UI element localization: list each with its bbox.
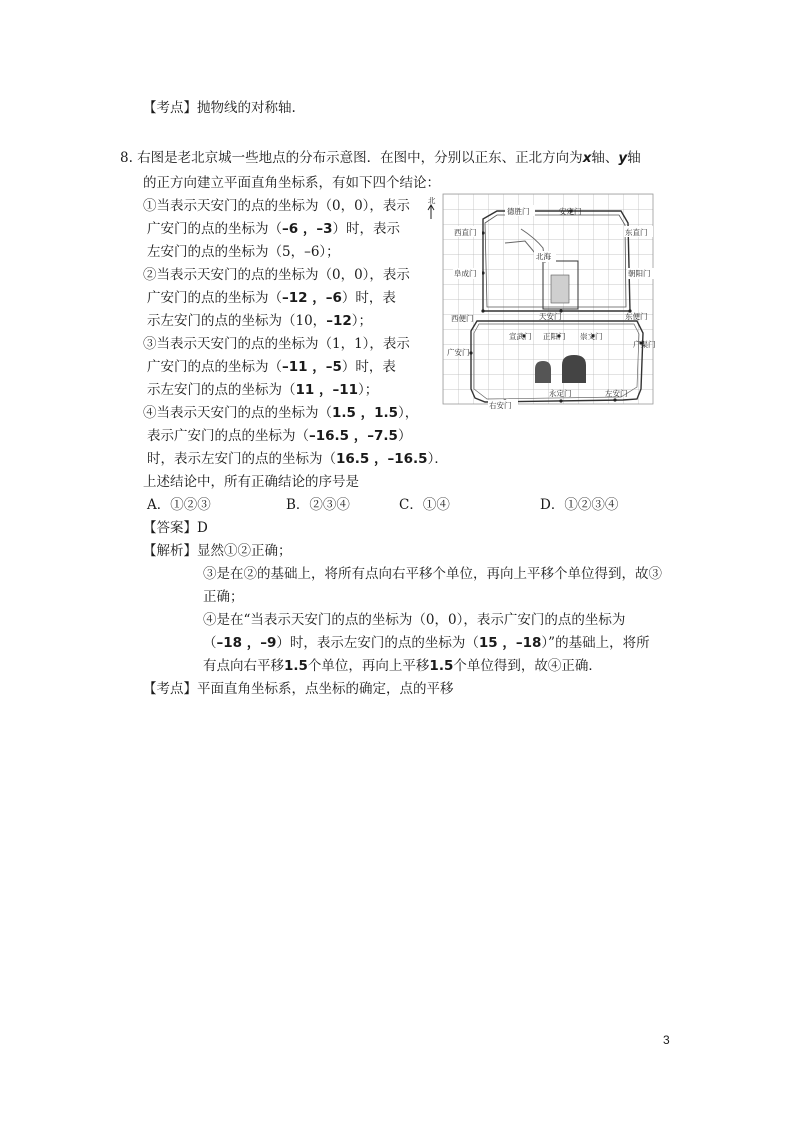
text: 显然①②正确； [197,543,292,559]
option-a: A．①②③ [147,497,211,513]
conclusion-2-line2 [147,286,396,306]
label-yongdingmen: 永定门 [549,389,572,398]
label-dongbianmen: 东便门 [625,312,648,321]
coordinate-value: 1.5 ，1.5 [332,405,399,421]
kaodian-tag: 【考点】 [143,681,197,697]
analysis-line4: ④是在“当表示天安门的点的坐标为（0，0），表示广安门的点的坐标为 [203,612,626,628]
prev-kaodian-tag: 【考点】 [143,100,197,116]
label-chaoyangmen: 朝阳门 [628,269,651,278]
text: ）． [427,451,448,467]
forbidden-city [551,275,569,303]
text: 示左安门的点的坐标为（10， [147,313,327,329]
north-arrow-icon [428,205,434,219]
answer [143,516,208,536]
label-andingmen: 安定门 [559,207,582,216]
coordinate-value: 11 ，–11 [295,382,359,398]
text: ）时，表示左安门的点的坐标为（ [276,635,479,651]
label-deshengmen: 德胜门 [507,207,530,216]
text: ）； [351,313,372,329]
conclusion-1-line2 [147,217,400,237]
option-c: C．①④ [399,497,450,513]
x-variable: x [582,150,592,166]
question-number: 8. [120,150,133,166]
coordinate-value: –11 ，–5 [282,359,342,375]
beijing-map-figure [425,193,660,410]
answer-value: D [197,520,208,536]
conclusion-4-line3 [147,447,448,467]
stem-text: 轴 [627,150,641,166]
text: 时，表示左安门的点的坐标为（ [147,451,336,467]
text: 广安门的点的坐标为（ [147,221,282,237]
north-label: 北 [428,196,436,205]
temple-of-heaven [562,355,586,383]
text: ）时，表 [341,290,396,306]
coordinate-value: –18 ，–9 [216,635,277,651]
conclusion-2-line3 [147,309,372,329]
label-xibianmen: 西便门 [451,314,474,323]
conclusion-3-line2 [147,355,396,375]
conclusion-2-line1: ②当表示天安门的点的坐标为（0，0），表示 [143,267,410,283]
text: ）， [398,405,419,421]
text: 示左安门的点的坐标为（ [147,382,296,398]
label-beihai: 北海 [536,252,551,261]
coordinate-value: –12 [326,313,352,329]
answer-tag: 【答案】 [143,520,197,536]
text: 广安门的点的坐标为（ [147,359,282,375]
text: 有点向右平移 [203,658,284,674]
conclusion-4-line2 [147,424,411,444]
label-zuoanmen: 左安门 [605,389,628,398]
shift-value: 1.5 [429,658,454,674]
stem-text: 右图是老北京城一些地点的分布示意图．在图中，分别以正东、正北方向为 [137,150,583,166]
label-zhengyangmen: 正阳门 [543,332,566,341]
text: （ [203,635,217,651]
text: ）时，表 [341,359,396,375]
question-ask: 上述结论中，所有正确结论的序号是 [143,474,359,490]
coordinate-value: –6 ，–3 [282,221,333,237]
analysis-line6 [203,654,602,674]
analysis-line3: 正确； [203,589,244,605]
option-d: D．①②③④ [540,497,619,513]
text: ）”的基础上，将所 [541,635,650,651]
prev-kaodian-text: 抛物线的对称轴. [197,100,296,116]
shift-value: 1.5 [284,658,308,674]
coordinate-value: 15 ，–18 [478,635,542,651]
label-fuchengmen: 阜成门 [454,269,477,278]
label-guanganmen: 广安门 [447,348,470,357]
option-b: B．②③④ [286,497,350,513]
analysis-line5 [203,631,650,651]
page-number: 3 [663,1033,670,1047]
question-8-stem-line2: 的正方向建立平面直角坐标系，有如下四个结论： [143,175,440,191]
text: ④当表示天安门的点的坐标为（ [143,405,332,421]
coordinate-value: 16.5 ，–16.5 [336,451,428,467]
analysis-tag: 【解析】 [143,543,197,559]
conclusion-1-line1: ①当表示天安门的点的坐标为（0，0），表示 [143,198,410,214]
label-xizhimen: 西直门 [454,228,477,237]
y-variable: y [618,150,628,166]
text: 广安门的点的坐标为（ [147,290,282,306]
temple-of-agriculture [535,361,551,383]
text: ）； [358,382,379,398]
conclusion-4-line1 [143,401,418,421]
analysis-line1 [143,539,292,559]
question-8-stem-line1 [120,146,641,166]
coordinate-value: –16.5 ，–7.5 [309,428,398,444]
text: 表示广安门的点的坐标为（ [147,428,309,444]
coordinate-value: –12 ，–6 [282,290,342,306]
text: 个单位得到，故④正确． [453,658,602,674]
label-xuanwumen: 宣武门 [509,332,532,341]
conclusion-1-line3: 左安门的点的坐标为（5，–6）； [147,244,340,260]
text: 个单位，再向上平移 [307,658,430,674]
conclusion-3-line1: ③当表示天安门的点的坐标为（1，1），表示 [143,336,410,352]
analysis-line2: ③是在②的基础上，将所有点向右平移个单位，再向上平移个单位得到，故③ [203,566,662,582]
text: ） [397,428,412,444]
label-dongzhimen: 东直门 [625,228,648,237]
text: ）时，表示 [332,221,400,237]
label-chongwenmen: 崇文门 [580,332,603,341]
stem-text: 轴、 [591,150,619,166]
label-guangqumen: 广渠门 [633,340,656,349]
prev-kaodian [143,96,296,116]
label-youanmen: 右安门 [489,401,512,410]
conclusion-3-line3 [147,378,378,398]
kaodian [143,677,454,697]
kaodian-text: 平面直角坐标系，点坐标的确定，点的平移 [197,681,454,697]
label-tiananmen: 天安门 [539,312,562,321]
